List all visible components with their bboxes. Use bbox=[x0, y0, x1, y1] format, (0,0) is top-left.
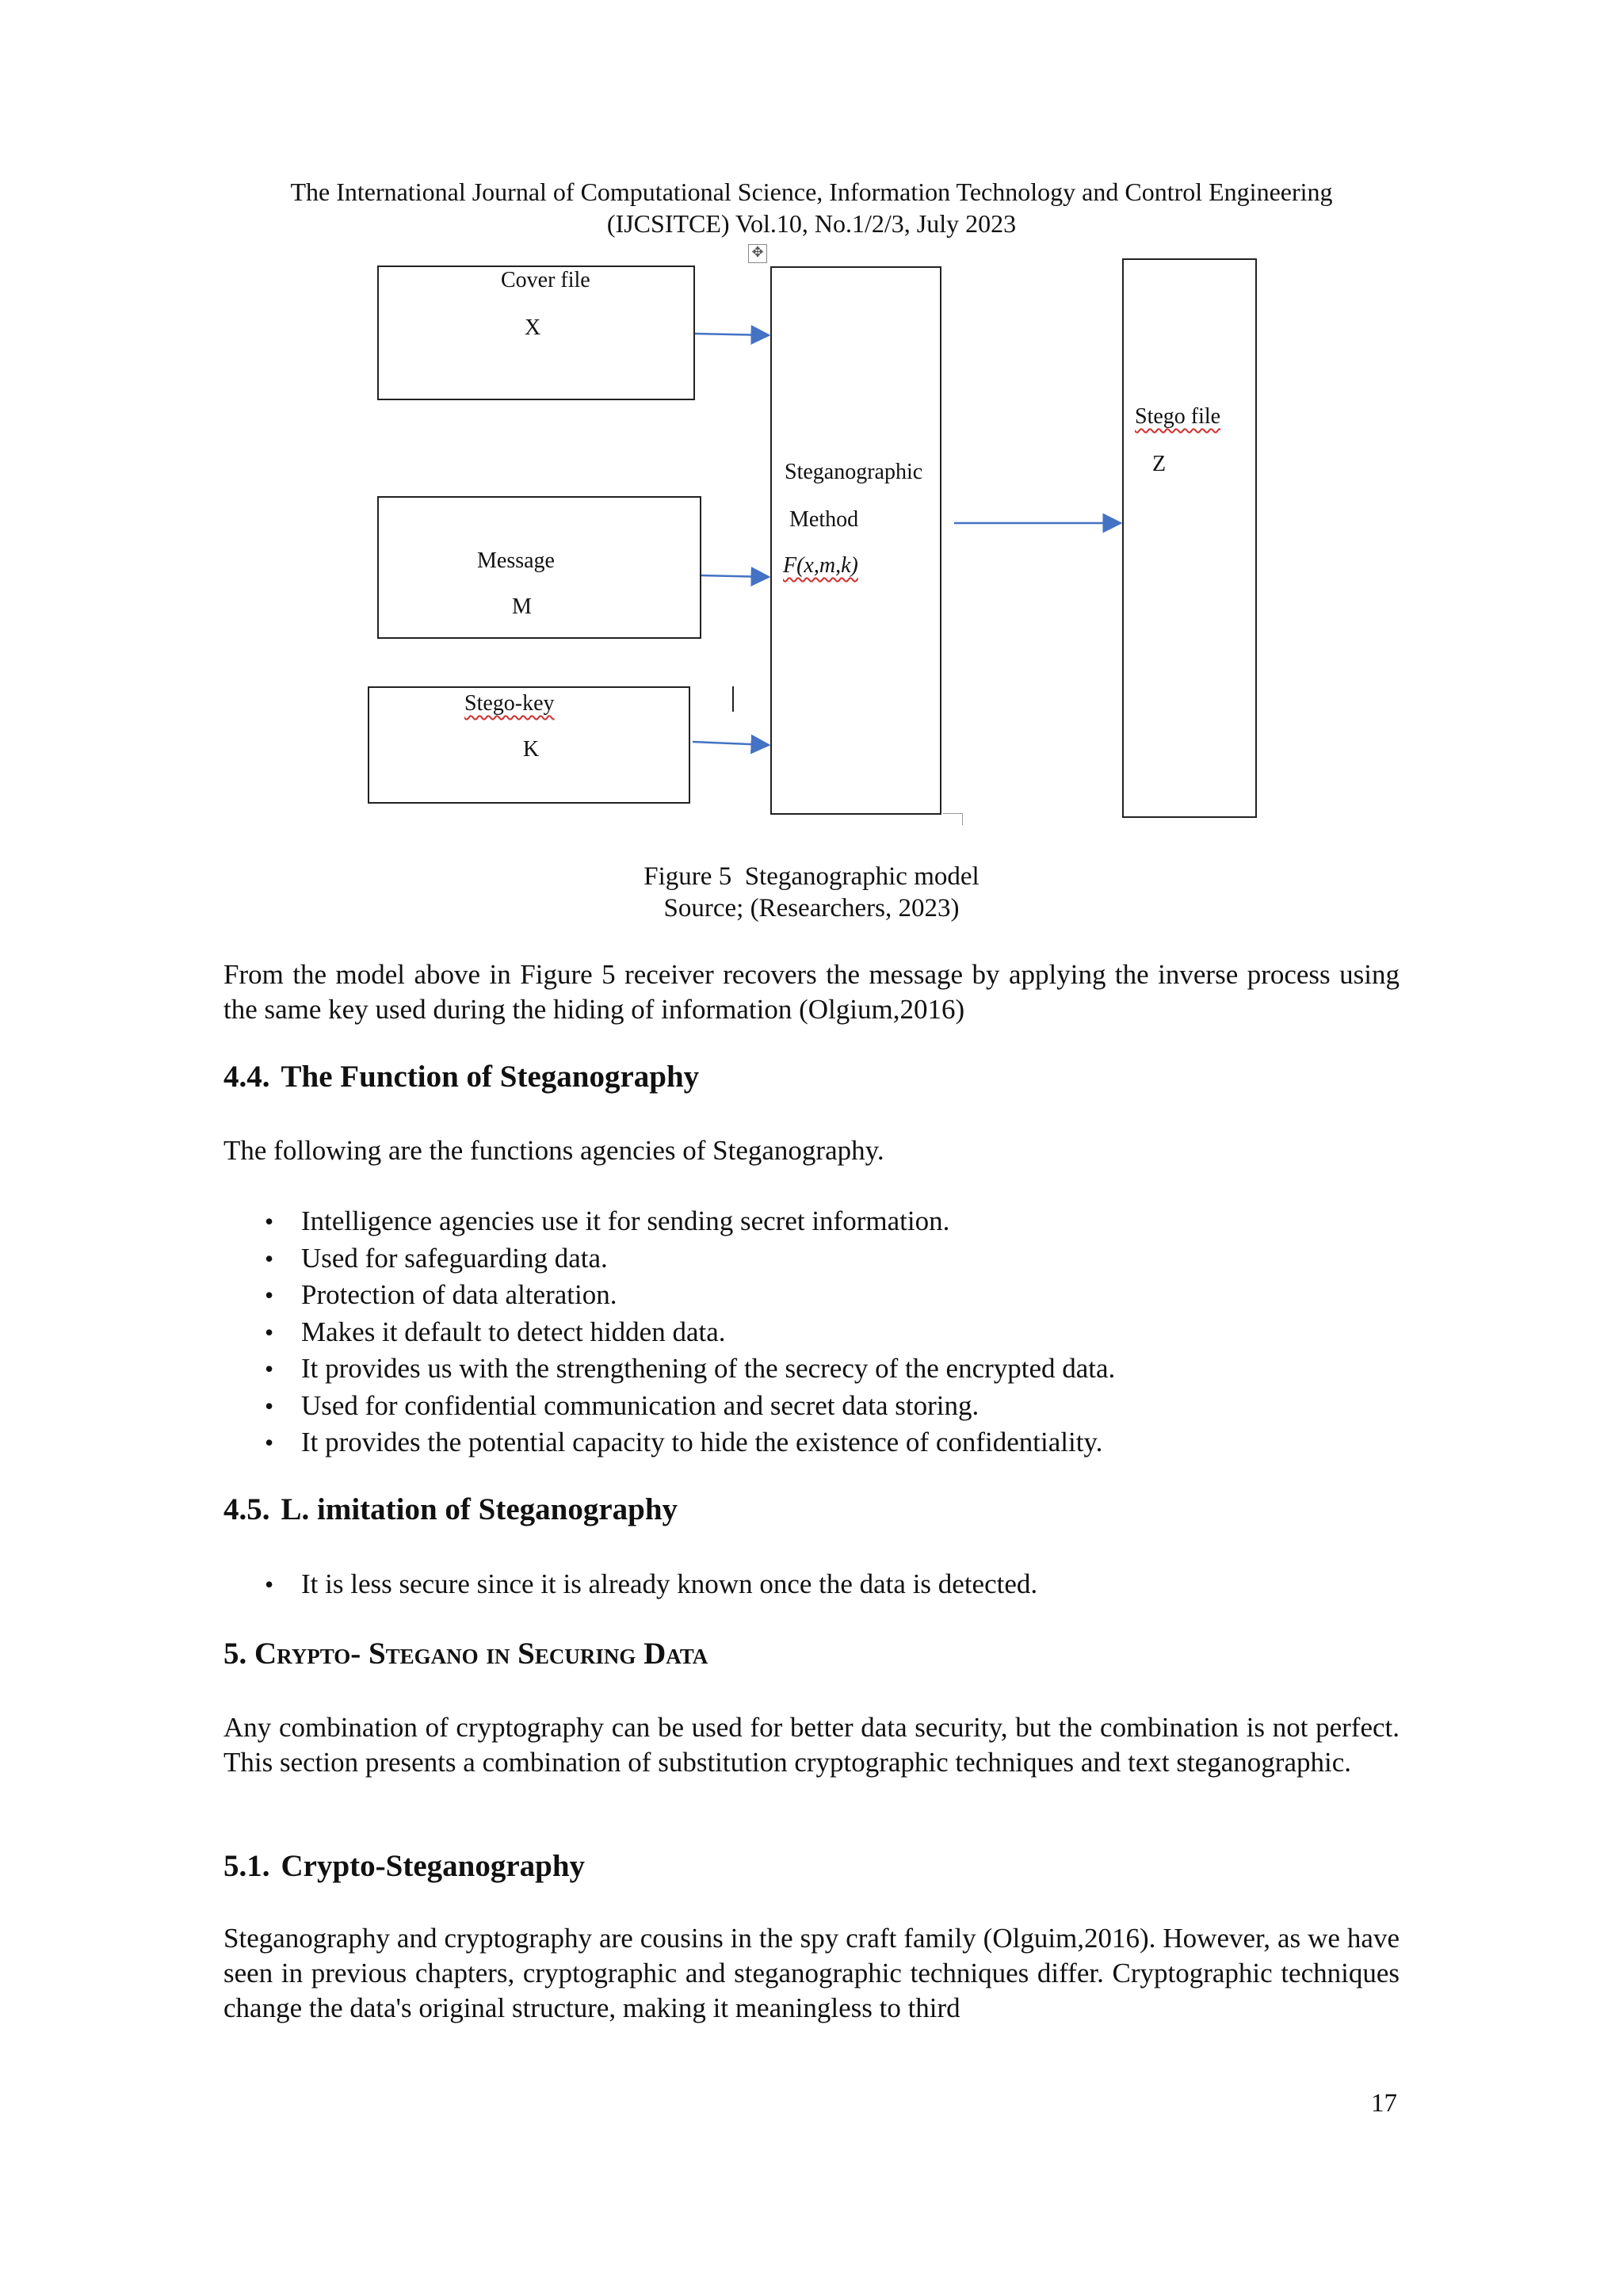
journal-title: The International Journal of Computational Science, Information Technology and Control Engineering bbox=[290, 178, 1333, 206]
section-5-heading: 5. Crypto- Stegano in Securing Data bbox=[223, 1637, 708, 1671]
limitations-bullet-list bbox=[223, 1566, 1400, 1603]
diagram-arrows bbox=[0, 0, 1623, 856]
paragraph-functions-intro: The following are the functions agencies of Steganography. bbox=[223, 1135, 884, 1166]
stego-key-title: Stego-key bbox=[464, 691, 555, 716]
figure-caption bbox=[0, 861, 1623, 924]
message-title: Message bbox=[477, 548, 555, 573]
functions-bullet-list bbox=[223, 1203, 1400, 1461]
figure-steganographic-model bbox=[0, 0, 1623, 856]
section-4-4-heading bbox=[223, 1059, 699, 1095]
section-4-5-number: 4.5. bbox=[223, 1492, 270, 1526]
list-item: • It is less secure since it is already known once the data is detected. bbox=[223, 1566, 1400, 1603]
section-4-4-title: The Function of Steganography bbox=[281, 1060, 700, 1094]
paragraph-model-description: From the model above in Figure 5 receiver recovers the message by applying the inverse process using the same key used during the hiding of information (Olgium,2016) bbox=[223, 959, 1400, 1025]
stego-key-var: K bbox=[523, 737, 540, 762]
arrow-cover-to-method bbox=[695, 334, 769, 335]
list-item: • Protection of data alteration. bbox=[223, 1277, 1400, 1314]
list-item: • Used for confidential communication and secret data storing. bbox=[223, 1388, 1400, 1425]
section-5-1-heading bbox=[223, 1848, 585, 1884]
method-label-line1: Steganographic bbox=[785, 460, 923, 484]
paragraph-combination: Any combination of cryptography can be used for better data security, but the combination is not perfect. This section presents a combination of substitution cryptographic techniques and text steganographic. bbox=[223, 1712, 1400, 1778]
method-function-text: F(x,m,k) bbox=[783, 553, 858, 578]
stego-file-var: Z bbox=[1152, 452, 1167, 476]
cover-file-title: Cover file bbox=[501, 268, 590, 292]
section-5-1-title: Crypto-Steganography bbox=[281, 1849, 586, 1883]
list-item: • Used for safeguarding data. bbox=[223, 1240, 1400, 1278]
list-item: • It provides the potential capacity to hide the existence of confidentiality. bbox=[223, 1424, 1400, 1461]
section-4-5-heading bbox=[223, 1492, 678, 1527]
method-label-line2: Method bbox=[789, 507, 859, 532]
paragraph-crypto-steganography: Steganography and cryptography are cousins in the spy craft family (Olguim,2016). However, as we have seen in previous chapters, cryptographic and steganographic techniques differ. Cryptographic techniques change the data's original structure, making it meaningless to third bbox=[223, 1923, 1400, 2023]
arrow-key-to-method bbox=[693, 742, 769, 745]
figure-caption-source: Source; (Researchers, 2023) bbox=[663, 894, 960, 923]
arrow-message-to-method bbox=[701, 575, 769, 577]
section-4-4-number: 4.4. bbox=[223, 1060, 270, 1094]
move-handle-icon: ✥ bbox=[748, 244, 767, 263]
page-number: 17 bbox=[1371, 2089, 1397, 2118]
journal-volume: (IJCSITCE) Vol.10, No.1/2/3, July 2023 bbox=[606, 209, 1017, 238]
list-item: • Makes it default to detect hidden data. bbox=[223, 1314, 1400, 1351]
section-4-5-title: L. imitation of Steganography bbox=[281, 1492, 678, 1526]
section-5-1-number: 5.1. bbox=[223, 1849, 270, 1883]
figure-caption-title: Figure 5 Steganographic model bbox=[643, 862, 980, 891]
list-item: • Intelligence agencies use it for sending secret information. bbox=[223, 1203, 1400, 1240]
list-item: • It provides us with the strengthening of the secrecy of the encrypted data. bbox=[223, 1350, 1400, 1388]
stego-file-title-text: Stego file bbox=[1135, 404, 1221, 429]
cover-file-var: X bbox=[525, 315, 541, 340]
message-var: M bbox=[512, 594, 532, 619]
